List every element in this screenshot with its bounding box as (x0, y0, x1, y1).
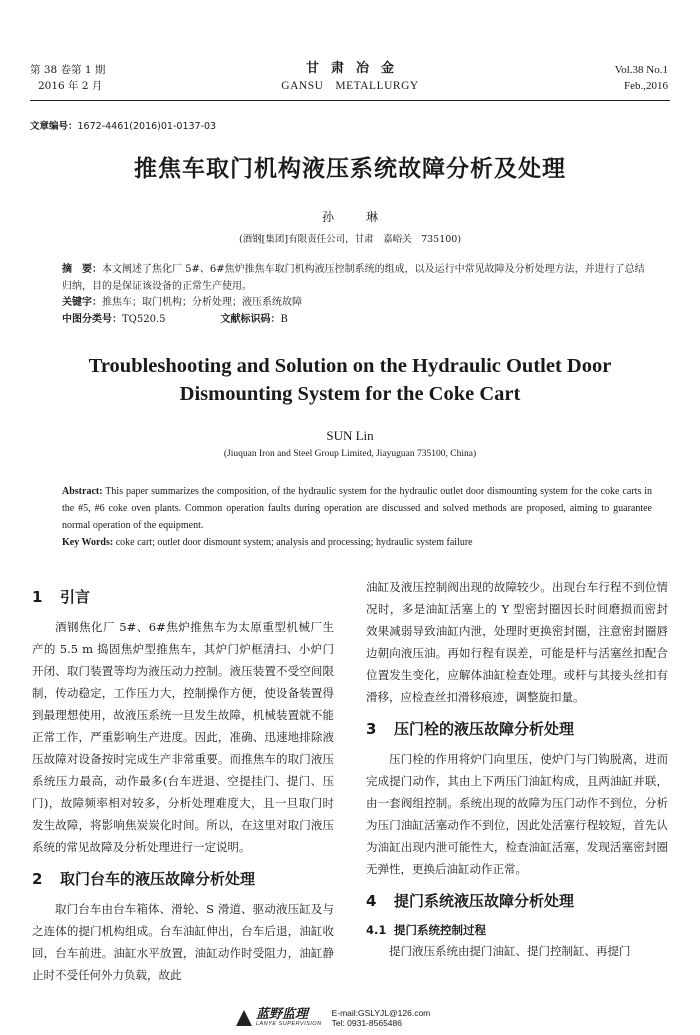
section-2-paragraph-continued: 油缸及液压控制阀出现的故障较少。出现台车行程不到位情况时，多是油缸活塞上的 Y 型密封圈因长时间磨损而密封效果减弱导致油缸内泄，处理时更换密封圈，注意密封圈唇边朝向液压油。再如行程有误差，可能是杆与活塞丝扣配合位置发生变化，应解体油缸检查处理。或杆与其接头丝扣有滑移，应检查丝扣滑移痕迹，调整旋扣量。 (366, 580, 668, 704)
section-1-heading (32, 582, 334, 612)
article-number (30, 118, 216, 132)
volume-cn: 第 38 卷第 1 期 (30, 64, 106, 76)
abstract-en (62, 483, 652, 551)
section-3-heading (366, 714, 668, 744)
section-1-title: 引言 (60, 588, 91, 606)
section-1-paragraph: 酒钢焦化厂 5#、6#焦炉推焦车为太原重型机械厂生产的 5.5 m 捣固焦炉型推焦车，其炉门炉框清扫、小炉门开闭、取门装置等均为液压动力控制。液压装置不受空间限制，传动稳定，工作压力大，控制操作方便，使设备装置得到最理想使用，故液压系统一旦发生故障，机械装置就不能正常工作，严重影响生产进度。因此，准确、迅速地排除液压故障对设备按时完成生产非常重要。而推焦车的取门液压系统压力最高，动作最多(台车进退、空提挂门、提门、压门)，故障频率相对较多，分析处理难度大，且一旦取门时发生故障，将影响焦炭炭化时间。所以，在这里对取门液压系统的常见故障及分析处理进行一定说明。 (32, 620, 334, 854)
section-3-number: 3 (366, 720, 377, 738)
subsection-4-1-number: 4.1 (366, 923, 387, 937)
article-number-value: 1672-4461(2016)01-0137-03 (77, 121, 217, 132)
keywords-cn (62, 295, 652, 312)
logo-icon (236, 1010, 252, 1026)
clc-value: TQ520.5 (122, 313, 166, 325)
author-en: SUN Lin (326, 428, 374, 443)
section-3-paragraph: 压门栓的作用将炉门向里压，使炉门与门钩脱离，进而完成提门动作，其由上下两压门油缸构成，且两油缸并联，由一套阀组控制。系统出现的故障为压门动作不到位，分析为压门油缸活塞动作不到位，因此处活塞行程较短，首先认为油缸出现内泄可能性大，检查油缸活塞，发现活塞密封圈无弹性，更换后油缸动作正常。 (366, 752, 668, 876)
footer-ad (236, 1008, 430, 1028)
header-center (0, 60, 700, 95)
keywords-cn-text: 推焦车；取门机构；分析处理；液压系统故障 (102, 297, 302, 308)
affiliation-cn: (酒钢[集团]有限责任公司，甘肃 嘉峪关 735100) (238, 234, 462, 245)
section-4-paragraph: 提门液压系统由提门油缸、提门控制缸、再提门 (389, 944, 631, 958)
abstract-en-text: This paper summarizes the composition, of the hydraulic system for the hydraulic outlet door dismounting system for the coke carts in the #5, #6 coke oven plants. Common operation faults during operation are discussed and solved methods are proposed, aiming to guarantee normal operation of the equipment. (62, 486, 652, 531)
body-column-right (366, 576, 668, 962)
section-4-number: 4 (366, 892, 377, 910)
abstract-cn-text: 本文阐述了焦化厂 5#、6#焦炉推焦车取门机构液压控制系统的组成，以及运行中常见故障及分析处理方法，并进行了总结归纳，目的是保证该设备的正常生产使用。 (62, 264, 645, 292)
section-4-title: 提门系统液压故障分析处理 (394, 892, 575, 910)
subsection-4-1-title: 提门系统控制过程 (394, 923, 486, 937)
contact-email: E-mail:GSLYJL@126.com (331, 1008, 431, 1018)
doc-code (221, 312, 288, 329)
affiliation-en: (Jiuquan Iron and Steel Group Limited, Jiayuguan 735100, China) (223, 449, 477, 459)
subsection-4-1-heading (366, 920, 668, 940)
journal-name-cn: 甘肃冶金 (305, 61, 406, 76)
volume-en: Vol.38 No.1 (614, 64, 668, 76)
author-cn: 孙 琳 (321, 210, 388, 224)
classification-row (62, 312, 652, 329)
date-en: Feb.,2016 (624, 80, 668, 92)
section-2-paragraph: 取门台车由台车箱体、滑轮、S 滑道、驱动液压缸及与之连体的提门机构组成。台车油缸伸出，台车后退，油缸收回，台车前进。油缸水平放置，油缸动作时受阻力，油缸静止时不受任何外力负载，故此 (32, 902, 334, 982)
abstract-cn-body (62, 262, 652, 295)
doc-code-value: B (280, 313, 288, 325)
section-2-heading (32, 864, 334, 894)
title-en: Troubleshooting and Solution on the Hydraulic Outlet Door Dismounting System for the Coke Cart (88, 355, 612, 405)
section-4-heading (366, 886, 668, 916)
logo-text-en: LANYE SUPERVISION (256, 1021, 322, 1027)
section-2-number: 2 (32, 870, 43, 888)
abstract-cn (62, 262, 652, 328)
abstract-cn-label: 摘 要： (62, 264, 102, 275)
title-cn: 推焦车取门机构液压系统故障分析及处理 (134, 156, 566, 182)
section-2-title: 取门台车的液压故障分析处理 (60, 870, 256, 888)
keywords-cn-label: 关键字： (62, 297, 102, 308)
logo-text-cn: 蓝野监理 (256, 1007, 309, 1022)
logo-block (256, 1008, 322, 1028)
doc-code-label: 文献标识码： (220, 313, 281, 325)
abstract-en-label: Abstract: (62, 486, 103, 497)
article-number-label: 文章编号： (30, 121, 78, 132)
abstract-en-body (62, 483, 652, 534)
contact-block (332, 1008, 431, 1028)
contact-tel: Tel: 0931-8565486 (331, 1018, 402, 1028)
clc (62, 312, 166, 329)
journal-name-en: GANSU METALLURGY (281, 80, 419, 92)
section-1-number: 1 (32, 588, 43, 606)
date-cn: 2016 年 2 月 (38, 80, 103, 92)
section-3-title: 压门栓的液压故障分析处理 (394, 720, 575, 738)
keywords-en-text: coke cart; outlet door dismount system; analysis and processing; hydraulic system failure (113, 537, 473, 548)
header-right (615, 62, 668, 94)
header-rule (30, 100, 670, 101)
keywords-en-label: Key Words: (62, 537, 114, 548)
clc-label: 中图分类号： (62, 313, 122, 325)
body-column-left (32, 576, 334, 986)
keywords-en (62, 534, 652, 551)
